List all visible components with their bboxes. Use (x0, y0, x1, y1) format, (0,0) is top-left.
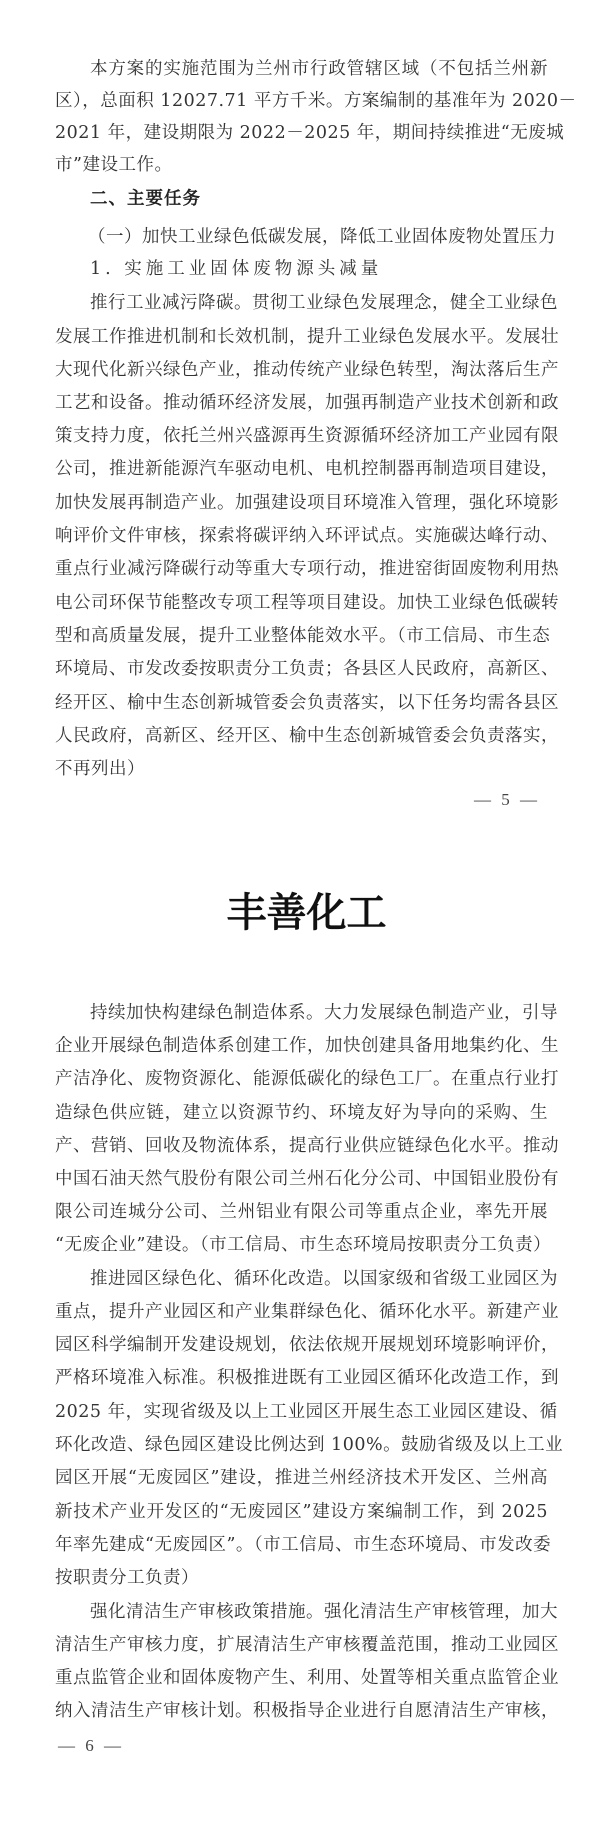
paragraph-line: 新技术产业开发区的“无废园区”建设方案编制工作，到 2025 (55, 1502, 548, 1522)
subsection-heading: （一）加快工业绿色低碳发展，降低工业固体废物处置压力 (88, 227, 556, 247)
paragraph-line: 响评价文件审核，探索将碳评纳入环评试点。实施碳达峰行动、 (55, 526, 559, 546)
paragraph-line: 企业开展绿色制造体系创建工作，加快创建具备用地集约化、生 (55, 1036, 559, 1056)
page-number: — 5 — (474, 790, 537, 809)
paragraph-line: 产、营销、回收及物流体系，提高行业供应链绿色化水平。推动 (55, 1136, 559, 1156)
paragraph-line: 本方案的实施范围为兰州市行政管辖区域（不包括兰州新 (90, 59, 548, 79)
paragraph-line: 策支持力度，依托兰州兴盛源再生资源循环经济加工产业园有限 (55, 426, 559, 446)
paragraph-line: 限公司连城分公司、兰州铝业有限公司等重点企业，率先开展 (55, 1202, 548, 1222)
paragraph-line: 造绿色供应链，建立以资源节约、环境友好为导向的采购、生 (55, 1103, 548, 1123)
paragraph-line: 经开区、榆中生态创新城管委会负责落实，以下任务均需各县区 (55, 693, 559, 713)
section-heading: 二、主要任务 (90, 189, 201, 209)
paragraph-line: 2021 年，建设期限为 2022－2025 年，期间持续推进“无废城 (55, 123, 565, 143)
paragraph-line: 电公司环保节能整改专项工程等项目建设。加快工业绿色低碳转 (55, 593, 559, 613)
item-heading: 1. 实施工业固体废物源头减量 (90, 259, 383, 279)
paragraph-line: 园区开展“无废园区”建设，推进兰州经济技术开发区、兰州高 (55, 1468, 548, 1488)
paragraph-line: 公司，推进新能源汽车驱动电机、电机控制器再制造项目建设， (55, 459, 559, 479)
paragraph-line: 不再列出） (55, 759, 145, 779)
paragraph-line: 清洁生产审核力度，扩展清洁生产审核覆盖范围，推动工业园区 (55, 1635, 559, 1655)
paragraph-line: 人民政府，高新区、经开区、榆中生态创新城管委会负责落实， (55, 726, 559, 746)
paragraph-line: 型和高质量发展，提升工业整体能效水平。（市工信局、市生态 (55, 626, 551, 646)
paragraph-line: 市”建设工作。 (55, 155, 173, 175)
paragraph-line: 推进园区绿色化、循环化改造。以国家级和省级工业园区为 (90, 1269, 558, 1289)
paragraph-line: 推行工业减污降碳。贯彻工业绿色发展理念，健全工业绿色 (90, 293, 558, 313)
paragraph-line: 加快发展再制造产业。加强建设项目环境准入管理，强化环境影 (55, 493, 559, 513)
paragraph-line: 重点行业减污降碳行动等重大专项行动，推进窑街固废物利用热 (55, 559, 559, 579)
watermark-logo: 丰善化工 (226, 890, 387, 936)
paragraph-line: 重点监管企业和固体废物产生、利用、处置等相关重点监管企业 (55, 1668, 559, 1688)
paragraph-line: 持续加快构建绿色制造体系。大力发展绿色制造产业，引导 (90, 1003, 558, 1023)
paragraph-line: 强化清洁生产审核政策措施。强化清洁生产审核管理，加大 (90, 1602, 558, 1622)
paragraph-line: 区），总面积 12027.71 平方千米。方案编制的基准年为 2020－ (55, 91, 577, 111)
page-number: — 6 — (58, 1736, 121, 1755)
paragraph-line: 园区科学编制开发建设规划，依法依规开展规划环境影响评价， (55, 1335, 559, 1355)
paragraph-line: 环境局、市发改委按职责分工负责；各县区人民政府，高新区、 (55, 659, 559, 679)
paragraph-line: 重点，提升产业园区和产业集群绿色化、循环化水平。新建产业 (55, 1302, 559, 1322)
paragraph-line: 年率先建成“无废园区”。（市工信局、市生态环境局、市发改委 (55, 1535, 552, 1555)
paragraph-line: 纳入清洁生产审核计划。积极指导企业进行自愿清洁生产审核， (55, 1701, 559, 1721)
paragraph-line: 按职责分工负责） (55, 1568, 199, 1588)
paragraph-line: 严格环境准入标准。积极推进既有工业园区循环化改造工作，到 (55, 1368, 559, 1388)
paragraph-line: 环化改造、绿色园区建设比例达到 100%。鼓励省级及以上工业 (55, 1435, 564, 1455)
paragraph-line: 中国石油天然气股份有限公司兰州石化分公司、中国铝业股份有 (55, 1169, 559, 1189)
paragraph-line: 2025 年，实现省级及以上工业园区开展生态工业园区建设、循 (55, 1402, 558, 1422)
paragraph-line: 大现代化新兴绿色产业，推动传统产业绿色转型，淘汰落后生产 (55, 360, 559, 380)
paragraph-line: 产洁净化、废物资源化、能源低碳化的绿色工厂。在重点行业打 (55, 1069, 559, 1089)
paragraph-line: “无废企业”建设。（市工信局、市生态环境局按职责分工负责） (55, 1235, 552, 1255)
paragraph-line: 工艺和设备。推动循环经济发展，加强再制造产业技术创新和政 (55, 393, 559, 413)
paragraph-line: 发展工作推进机制和长效机制，提升工业绿色发展水平。发展壮 (55, 327, 559, 347)
